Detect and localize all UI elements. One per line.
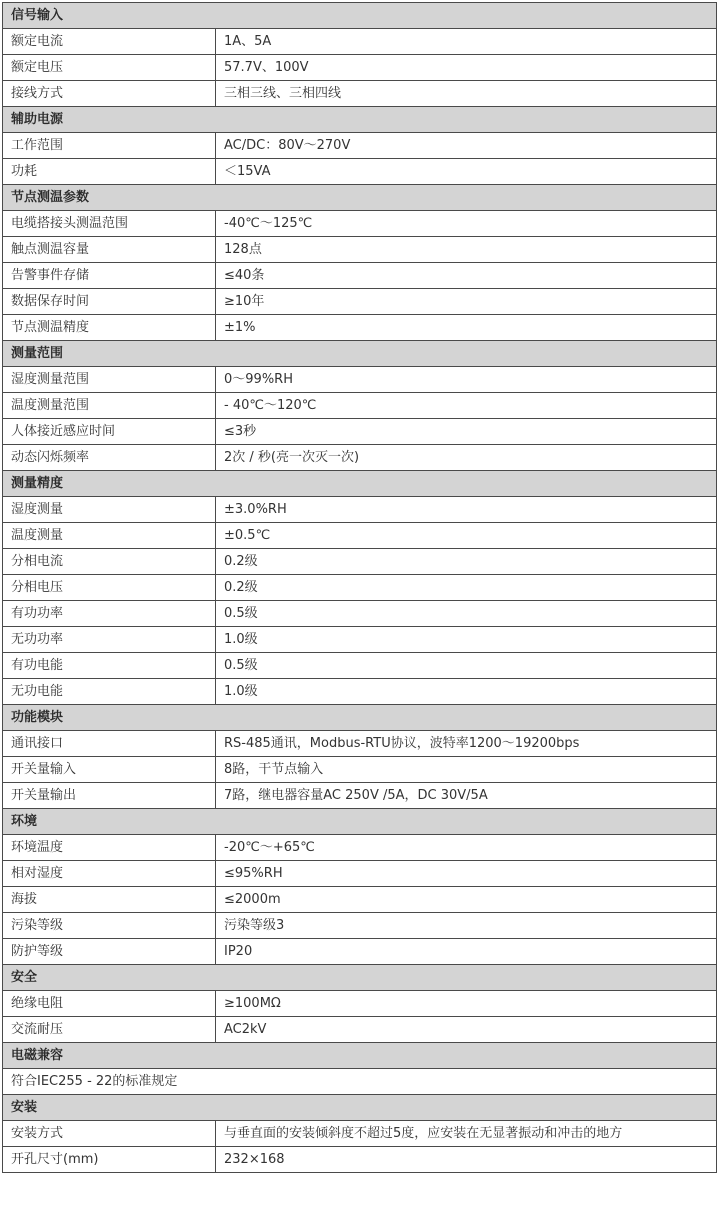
row-value: 0～99%RH bbox=[216, 367, 717, 393]
row-value: AC/DC：80V～270V bbox=[216, 133, 717, 159]
row-label: 触点测温容量 bbox=[3, 237, 216, 263]
table-row bbox=[3, 549, 717, 575]
row-label: 湿度测量 bbox=[3, 497, 216, 523]
row-label: 工作范围 bbox=[3, 133, 216, 159]
row-value: 57.7V、100V bbox=[216, 55, 717, 81]
row-value: 0.5级 bbox=[216, 601, 717, 627]
row-value: 2次 / 秒(亮一次灭一次) bbox=[216, 445, 717, 471]
row-value: ≤3秒 bbox=[216, 419, 717, 445]
row-value: RS-485通讯，Modbus-RTU协议，波特率1200～19200bps bbox=[216, 731, 717, 757]
table-row bbox=[3, 601, 717, 627]
table-row bbox=[3, 523, 717, 549]
section-title: 节点测温参数 bbox=[3, 185, 717, 211]
row-label: 动态闪烁频率 bbox=[3, 445, 216, 471]
table-row bbox=[3, 289, 717, 315]
section-title: 辅助电源 bbox=[3, 107, 717, 133]
section-title: 信号输入 bbox=[3, 3, 717, 29]
row-value: ≤40条 bbox=[216, 263, 717, 289]
row-label: 温度测量范围 bbox=[3, 393, 216, 419]
table-row bbox=[3, 419, 717, 445]
table-row bbox=[3, 627, 717, 653]
row-label: 防护等级 bbox=[3, 939, 216, 965]
table-row bbox=[3, 211, 717, 237]
row-label: 告警事件存储 bbox=[3, 263, 216, 289]
table-row bbox=[3, 497, 717, 523]
section-header-row bbox=[3, 107, 717, 133]
section-title: 测量精度 bbox=[3, 471, 717, 497]
table-row bbox=[3, 653, 717, 679]
row-value: ≥100MΩ bbox=[216, 991, 717, 1017]
row-label: 无功电能 bbox=[3, 679, 216, 705]
spec-table-body bbox=[3, 3, 717, 1173]
row-value: ≥10年 bbox=[216, 289, 717, 315]
row-label: 绝缘电阻 bbox=[3, 991, 216, 1017]
row-value: -40℃～125℃ bbox=[216, 211, 717, 237]
row-label: 人体接近感应时间 bbox=[3, 419, 216, 445]
row-label: 额定电压 bbox=[3, 55, 216, 81]
row-value: ≤95%RH bbox=[216, 861, 717, 887]
table-row bbox=[3, 159, 717, 185]
row-value: 0.5级 bbox=[216, 653, 717, 679]
table-row bbox=[3, 445, 717, 471]
row-value: 1A、5A bbox=[216, 29, 717, 55]
row-value: ±1% bbox=[216, 315, 717, 341]
row-value: 1.0级 bbox=[216, 679, 717, 705]
section-title: 安全 bbox=[3, 965, 717, 991]
table-row bbox=[3, 29, 717, 55]
row-value: 8路，干节点输入 bbox=[216, 757, 717, 783]
row-value: ±0.5℃ bbox=[216, 523, 717, 549]
table-row bbox=[3, 575, 717, 601]
row-label: 相对湿度 bbox=[3, 861, 216, 887]
section-header-row bbox=[3, 185, 717, 211]
row-label: 开关量输出 bbox=[3, 783, 216, 809]
row-label: 额定电流 bbox=[3, 29, 216, 55]
section-title: 环境 bbox=[3, 809, 717, 835]
row-value: 232×168 bbox=[216, 1147, 717, 1173]
table-row bbox=[3, 1069, 717, 1095]
row-value: 污染等级3 bbox=[216, 913, 717, 939]
row-label: 分相电压 bbox=[3, 575, 216, 601]
section-header-row bbox=[3, 965, 717, 991]
row-value: 三相三线、三相四线 bbox=[216, 81, 717, 107]
section-header-row bbox=[3, 471, 717, 497]
row-value: ±3.0%RH bbox=[216, 497, 717, 523]
row-value: 7路，继电器容量AC 250V /5A，DC 30V/5A bbox=[216, 783, 717, 809]
row-label: 安装方式 bbox=[3, 1121, 216, 1147]
row-label: 有功电能 bbox=[3, 653, 216, 679]
row-label: 无功功率 bbox=[3, 627, 216, 653]
table-row bbox=[3, 315, 717, 341]
row-label: 有功功率 bbox=[3, 601, 216, 627]
row-value: IP20 bbox=[216, 939, 717, 965]
row-label: 开孔尺寸(mm) bbox=[3, 1147, 216, 1173]
row-value: - 40℃～120℃ bbox=[216, 393, 717, 419]
table-row bbox=[3, 991, 717, 1017]
table-row bbox=[3, 393, 717, 419]
table-row bbox=[3, 55, 717, 81]
section-title: 电磁兼容 bbox=[3, 1043, 717, 1069]
section-header-row bbox=[3, 809, 717, 835]
section-header-row bbox=[3, 705, 717, 731]
row-label: 温度测量 bbox=[3, 523, 216, 549]
row-label: 分相电流 bbox=[3, 549, 216, 575]
table-row bbox=[3, 1147, 717, 1173]
table-row bbox=[3, 731, 717, 757]
table-row bbox=[3, 263, 717, 289]
row-value: 0.2级 bbox=[216, 575, 717, 601]
section-header-row bbox=[3, 1043, 717, 1069]
row-label: 电缆搭接头测温范围 bbox=[3, 211, 216, 237]
row-label: 数据保存时间 bbox=[3, 289, 216, 315]
row-label: 交流耐压 bbox=[3, 1017, 216, 1043]
table-row bbox=[3, 939, 717, 965]
section-header-row bbox=[3, 341, 717, 367]
table-row bbox=[3, 887, 717, 913]
row-value: 128点 bbox=[216, 237, 717, 263]
row-label: 海拔 bbox=[3, 887, 216, 913]
row-label: 功耗 bbox=[3, 159, 216, 185]
table-row bbox=[3, 913, 717, 939]
table-row bbox=[3, 783, 717, 809]
section-title: 功能模块 bbox=[3, 705, 717, 731]
row-value: 与垂直面的安装倾斜度不超过5度，应安装在无显著振动和冲击的地方 bbox=[216, 1121, 717, 1147]
table-row bbox=[3, 237, 717, 263]
table-row bbox=[3, 1017, 717, 1043]
row-value: AC2kV bbox=[216, 1017, 717, 1043]
row-label: 通讯接口 bbox=[3, 731, 216, 757]
table-row bbox=[3, 835, 717, 861]
table-row bbox=[3, 133, 717, 159]
table-row bbox=[3, 861, 717, 887]
row-value: ≤2000m bbox=[216, 887, 717, 913]
spec-table bbox=[2, 2, 717, 1173]
row-label: 污染等级 bbox=[3, 913, 216, 939]
row-label: 环境温度 bbox=[3, 835, 216, 861]
row-label: 节点测温精度 bbox=[3, 315, 216, 341]
row-label: 开关量输入 bbox=[3, 757, 216, 783]
table-row bbox=[3, 679, 717, 705]
section-title: 测量范围 bbox=[3, 341, 717, 367]
table-row bbox=[3, 367, 717, 393]
row-value: ＜15VA bbox=[216, 159, 717, 185]
row-label: 湿度测量范围 bbox=[3, 367, 216, 393]
row-value: -20℃～+65℃ bbox=[216, 835, 717, 861]
row-value: 1.0级 bbox=[216, 627, 717, 653]
row-label: 接线方式 bbox=[3, 81, 216, 107]
section-header-row bbox=[3, 3, 717, 29]
row-full-text: 符合IEC255 - 22的标准规定 bbox=[3, 1069, 717, 1095]
table-row bbox=[3, 81, 717, 107]
table-row bbox=[3, 1121, 717, 1147]
row-value: 0.2级 bbox=[216, 549, 717, 575]
section-title: 安装 bbox=[3, 1095, 717, 1121]
section-header-row bbox=[3, 1095, 717, 1121]
table-row bbox=[3, 757, 717, 783]
